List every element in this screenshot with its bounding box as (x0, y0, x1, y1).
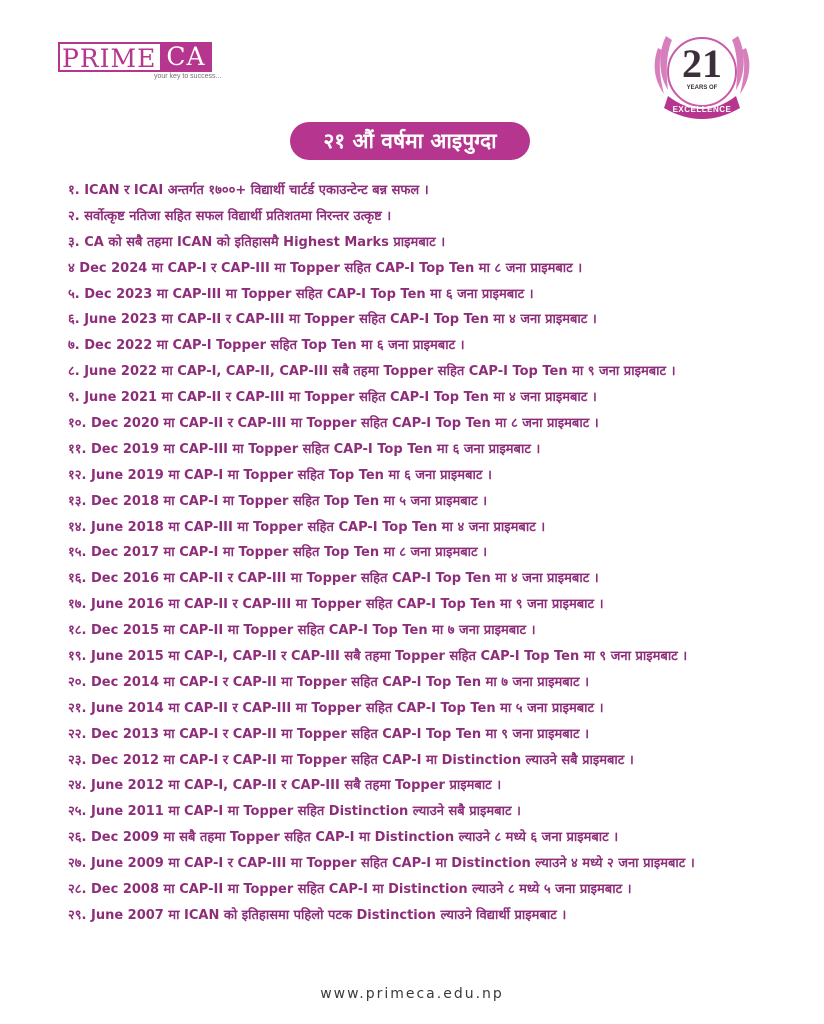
list-item: २९. June 2007 मा ICAN को इतिहासमा पहिलो पटक Distinction ल्याउने विद्यार्थी प्राइमबाट । (68, 907, 567, 923)
logo-tagline: your key to success... (154, 73, 222, 80)
badge-excellence: EXCELLENCE (672, 105, 732, 114)
list-item: २८. Dec 2008 मा CAP-II मा Topper सहित CAP-I मा Distinction ल्याउने ८ मध्ये ५ जना प्राइमबाट । (68, 882, 632, 898)
list-item: ३. CA को सबै तहमा ICAN को इतिहासमै Highest Marks प्राइमबाट । (68, 234, 446, 250)
list-item: १३. Dec 2018 मा CAP-I मा Topper सहित Top Ten मा ५ जना प्राइमबाट । (68, 493, 488, 509)
list-item: २३. Dec 2012 मा CAP-I र CAP-II मा Topper सहित CAP-I मा Distinction ल्याउने सबै प्राइमबाट । (68, 752, 634, 768)
list-item: १६. Dec 2016 मा CAP-II र CAP-III मा Topper सहित CAP-I Top Ten मा ४ जना प्राइमबाट । (68, 571, 599, 587)
list-item: १४. June 2018 मा CAP-III मा Topper सहित CAP-I Top Ten मा ४ जना प्राइमबाट । (68, 519, 546, 535)
logo-prime-text: PRIME (58, 42, 160, 72)
list-item: १८. Dec 2015 मा CAP-II मा Topper सहित CAP-I Top Ten मा ७ जना प्राइमबाट । (68, 623, 536, 639)
list-item: १७. June 2016 मा CAP-II र CAP-III मा Topper सहित CAP-I Top Ten मा ९ जना प्राइमबाट । (68, 597, 604, 613)
list-item: ७. Dec 2022 मा CAP-I Topper सहित Top Ten मा ६ जना प्राइमबाट । (68, 338, 465, 354)
website-url[interactable]: www.primeca.edu.np (320, 986, 504, 1002)
page-title: २१ औं वर्षमा आइपुग्दा (290, 122, 530, 160)
list-item: २६. Dec 2009 मा सबै तहमा Topper सहित CAP-I मा Distinction ल्याउने ८ मध्ये ६ जना प्राइमबाट । (68, 830, 619, 846)
list-item: ८. June 2022 मा CAP-I, CAP-II, CAP-III सबै तहमा Topper सहित CAP-I Top Ten मा ९ जना प्राइमबाट । (68, 364, 676, 380)
list-item: ११. Dec 2019 मा CAP-III मा Topper सहित CAP-I Top Ten मा ६ जना प्राइमबाट । (68, 441, 541, 457)
list-item: २४. June 2012 मा CAP-I, CAP-II र CAP-III सबै तहमा Topper प्राइमबाट । (68, 778, 502, 794)
list-item: २०. Dec 2014 मा CAP-I र CAP-II मा Topper सहित CAP-I Top Ten मा ७ जना प्राइमबाट । (68, 674, 590, 690)
list-item: ९. June 2021 मा CAP-II र CAP-III मा Topper सहित CAP-I Top Ten मा ४ जना प्राइमबाट । (68, 390, 597, 406)
list-item: २१. June 2014 मा CAP-II र CAP-III मा Topper सहित CAP-I Top Ten मा ५ जना प्राइमबाट । (68, 700, 604, 716)
prime-ca-logo (58, 42, 221, 80)
list-item: १२. June 2019 मा CAP-I मा Topper सहित Top Ten मा ६ जना प्राइमबाट । (68, 467, 492, 483)
list-item: ६. June 2023 मा CAP-II र CAP-III मा Topper सहित CAP-I Top Ten मा ४ जना प्राइमबाट । (68, 312, 597, 328)
logo-ca-text: CA (160, 42, 211, 72)
list-item: १९. June 2015 मा CAP-I, CAP-II र CAP-III सबै तहमा Topper सहित CAP-I Top Ten मा ९ जना प्राइमबाट । (68, 649, 688, 665)
list-item: ४ Dec 2024 मा CAP-I र CAP-III मा Topper सहित CAP-I Top Ten मा ८ जना प्राइमबाट । (68, 260, 583, 276)
badge-years-of: YEARS OF (686, 85, 718, 91)
list-item: २२. Dec 2013 मा CAP-I र CAP-II मा Topper सहित CAP-I Top Ten मा ९ जना प्राइमबाट । (68, 726, 590, 742)
list-item: २. सर्वोत्कृष्ट नतिजा सहित सफल विद्यार्थी प्रतिशतमा निरन्तर उत्कृष्ट । (68, 208, 392, 224)
badge-number: 21 (682, 41, 722, 86)
list-item: १०. Dec 2020 मा CAP-II र CAP-III मा Topper सहित CAP-I Top Ten मा ८ जना प्राइमबाट । (68, 416, 599, 432)
list-item: ५. Dec 2023 मा CAP-III मा Topper सहित CAP-I Top Ten मा ६ जना प्राइमबाट । (68, 286, 534, 302)
list-item: १. ICAN र ICAI अन्तर्गत १७००+ विद्यार्थी चार्टर्ड एकाउन्टेन्ट बन्न सफल । (68, 183, 429, 198)
list-item: १५. Dec 2017 मा CAP-I मा Topper सहित Top Ten मा ८ जना प्राइमबाट । (68, 545, 488, 561)
list-item: २५. June 2011 मा CAP-I मा Topper सहित Distinction ल्याउने सबै प्राइमबाट । (68, 804, 521, 820)
list-item: २७. June 2009 मा CAP-I र CAP-III मा Topper सहित CAP-I मा Distinction ल्याउने ४ मध्ये २ जना प्राइमबाट । (68, 856, 695, 872)
achievement-list (68, 178, 808, 929)
anniversary-badge (650, 22, 754, 122)
